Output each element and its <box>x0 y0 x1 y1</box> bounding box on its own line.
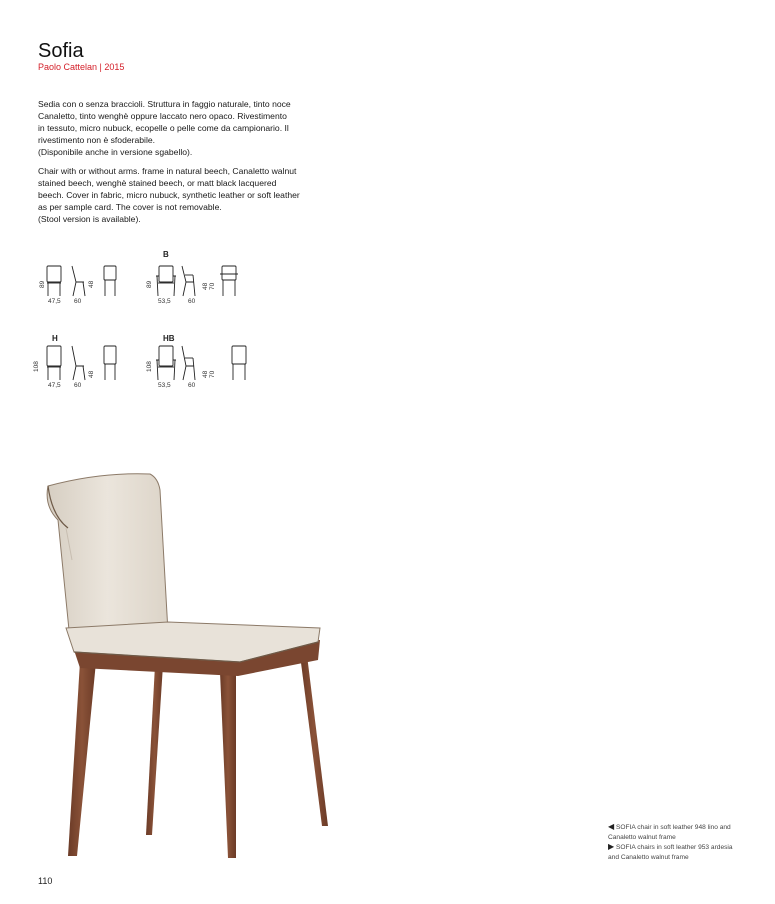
height-dim: 89 <box>146 280 153 288</box>
designer-year: Paolo Cattelan | 2015 <box>38 62 125 72</box>
height-dim: 89 <box>39 280 46 288</box>
text-line: Sedia con o senza braccioli. Struttura in faggio naturale, tinto noce <box>38 99 291 109</box>
seat-height-dim: 48 <box>88 280 95 288</box>
depth-dim: 60 <box>188 382 196 389</box>
page-number: 110 <box>38 876 53 886</box>
text-line: in tessuto, micro nubuck, ecopelle o pelle come da campionario. Il <box>38 123 289 133</box>
left-arrow-icon: ◀ <box>608 822 615 831</box>
width-dim: 53,5 <box>158 298 171 305</box>
variant-label: B <box>163 250 169 259</box>
text-line: stained beech, wenghè stained beech, or matt black lacquered <box>38 178 277 188</box>
depth-dim: 60 <box>74 382 82 389</box>
width-dim: 47,5 <box>48 382 61 389</box>
text-line: as per sample card. The cover is not removable. <box>38 202 222 212</box>
seat-height-dim: 48 <box>202 370 209 378</box>
caption-line: SOFIA chairs in soft leather 953 ardesia <box>616 844 733 851</box>
text-line: (Disponibile anche in versione sgabello). <box>38 147 193 157</box>
arm-height-dim: 70 <box>209 370 216 378</box>
depth-dim: 60 <box>188 298 196 305</box>
height-dim: 108 <box>146 361 153 372</box>
caption-line: and Canaletto walnut frame <box>608 853 689 861</box>
width-dim: 47,5 <box>48 298 61 305</box>
text-line: (Stool version is available). <box>38 214 141 224</box>
product-title: Sofia <box>38 40 84 62</box>
right-arrow-icon: ▶ <box>608 842 615 851</box>
photo-caption <box>608 822 758 862</box>
arm-height-dim: 70 <box>209 282 216 290</box>
seat-height-dim: 48 <box>88 370 95 378</box>
seat-height-dim: 48 <box>202 282 209 290</box>
width-dim: 53,5 <box>158 382 171 389</box>
text-line: beech. Cover in fabric, micro nubuck, synthetic leather or soft leather <box>38 190 300 200</box>
depth-dim: 60 <box>74 298 82 305</box>
text-line: Canaletto, tinto wenghè oppure laccato nero opaco. Rivestimento <box>38 111 287 121</box>
text-line: Chair with or without arms. frame in natural beech, Canaletto walnut <box>38 166 297 176</box>
caption-line: SOFIA chair in soft leather 948 lino and <box>616 824 731 831</box>
text-line: rivestimento non è sfoderabile. <box>38 135 156 145</box>
variant-label: HB <box>163 334 175 343</box>
caption-line: Canaletto walnut frame <box>608 833 676 841</box>
height-dim: 108 <box>33 361 40 372</box>
variant-label: H <box>52 334 58 343</box>
